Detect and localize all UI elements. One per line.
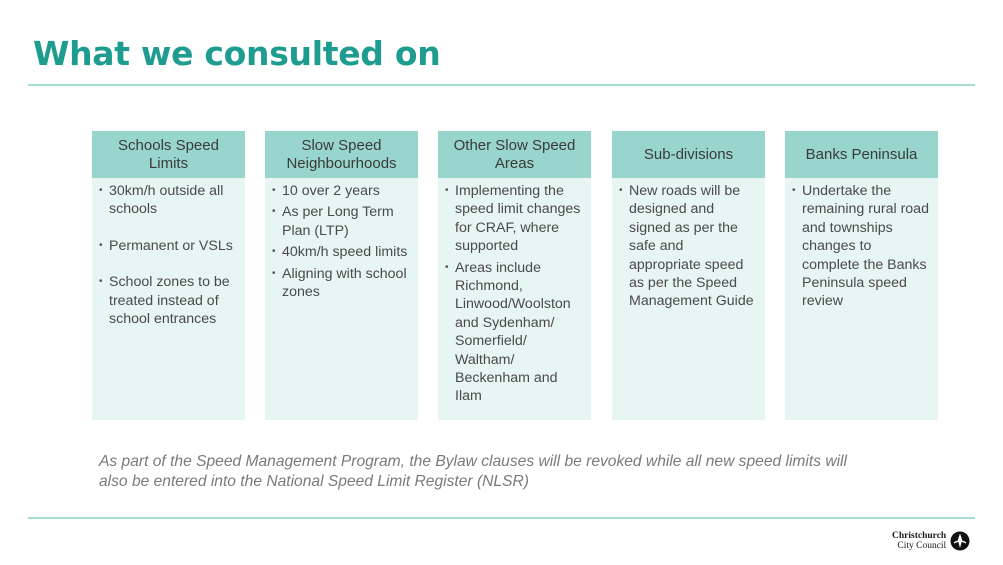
bullet-item: • Aligning with school zones: [272, 265, 412, 302]
column-heading: Other Slow Speed Areas: [438, 131, 591, 178]
column-sub-divisions: [612, 131, 765, 420]
footnote: As part of the Speed Management Program, the Bylaw clauses will be revoked while all new speed limits will also be entered into the National Speed Limit Register (NLSR): [99, 453, 847, 490]
column-bullets: [92, 178, 245, 328]
bullet-item: • As per Long Term Plan (LTP): [272, 203, 412, 240]
council-logo: [892, 531, 970, 551]
bullet-item: • Permanent or VSLs: [99, 237, 239, 255]
column-bullets: [265, 178, 418, 301]
column-bullets: [612, 178, 765, 311]
bottom-divider: [28, 517, 975, 519]
slide-title: What we consulted on: [33, 34, 441, 73]
top-divider: [28, 84, 975, 86]
column-heading: Sub-divisions: [612, 131, 765, 178]
bullet-item: • 10 over 2 years: [272, 182, 412, 200]
bullet-item: • 40km/h speed limits: [272, 243, 412, 261]
logo-line-2: City Council: [897, 541, 947, 551]
bullet-item: • School zones to be treated instead of school entrances: [99, 273, 239, 328]
bullet-item: • New roads will be designed and signed as per the safe and appropriate speed as per the Speed Management Guide: [619, 182, 759, 311]
column-heading: Slow Speed Neighbourhoods: [265, 131, 418, 178]
column-heading: Banks Peninsula: [785, 131, 938, 178]
column-bullets: [785, 178, 938, 311]
cathedral-mark-icon: [950, 531, 970, 551]
logo-wordmark: [892, 531, 946, 551]
bullet-item: • Implementing the speed limit changes for CRAF, where supported: [445, 182, 585, 256]
column-bullets: [438, 178, 591, 406]
column-schools-speed-limits: [92, 131, 245, 420]
column-slow-speed-neighbourhoods: [265, 131, 418, 420]
bullet-item: • 30km/h outside all schools: [99, 182, 239, 219]
logo-line-1: Christchurch: [892, 531, 947, 541]
bullet-item: • Areas include Richmond, Linwood/Woolston and Sydenham/ Somerfield/ Waltham/ Beckenham and Ilam: [445, 259, 585, 406]
column-banks-peninsula: [785, 131, 938, 420]
bullet-item: • Undertake the remaining rural road and townships changes to complete the Banks Peninsula speed review: [792, 182, 932, 311]
topic-columns: [92, 131, 938, 420]
column-other-slow-speed-areas: [438, 131, 591, 420]
column-heading: Schools Speed Limits: [92, 131, 245, 178]
